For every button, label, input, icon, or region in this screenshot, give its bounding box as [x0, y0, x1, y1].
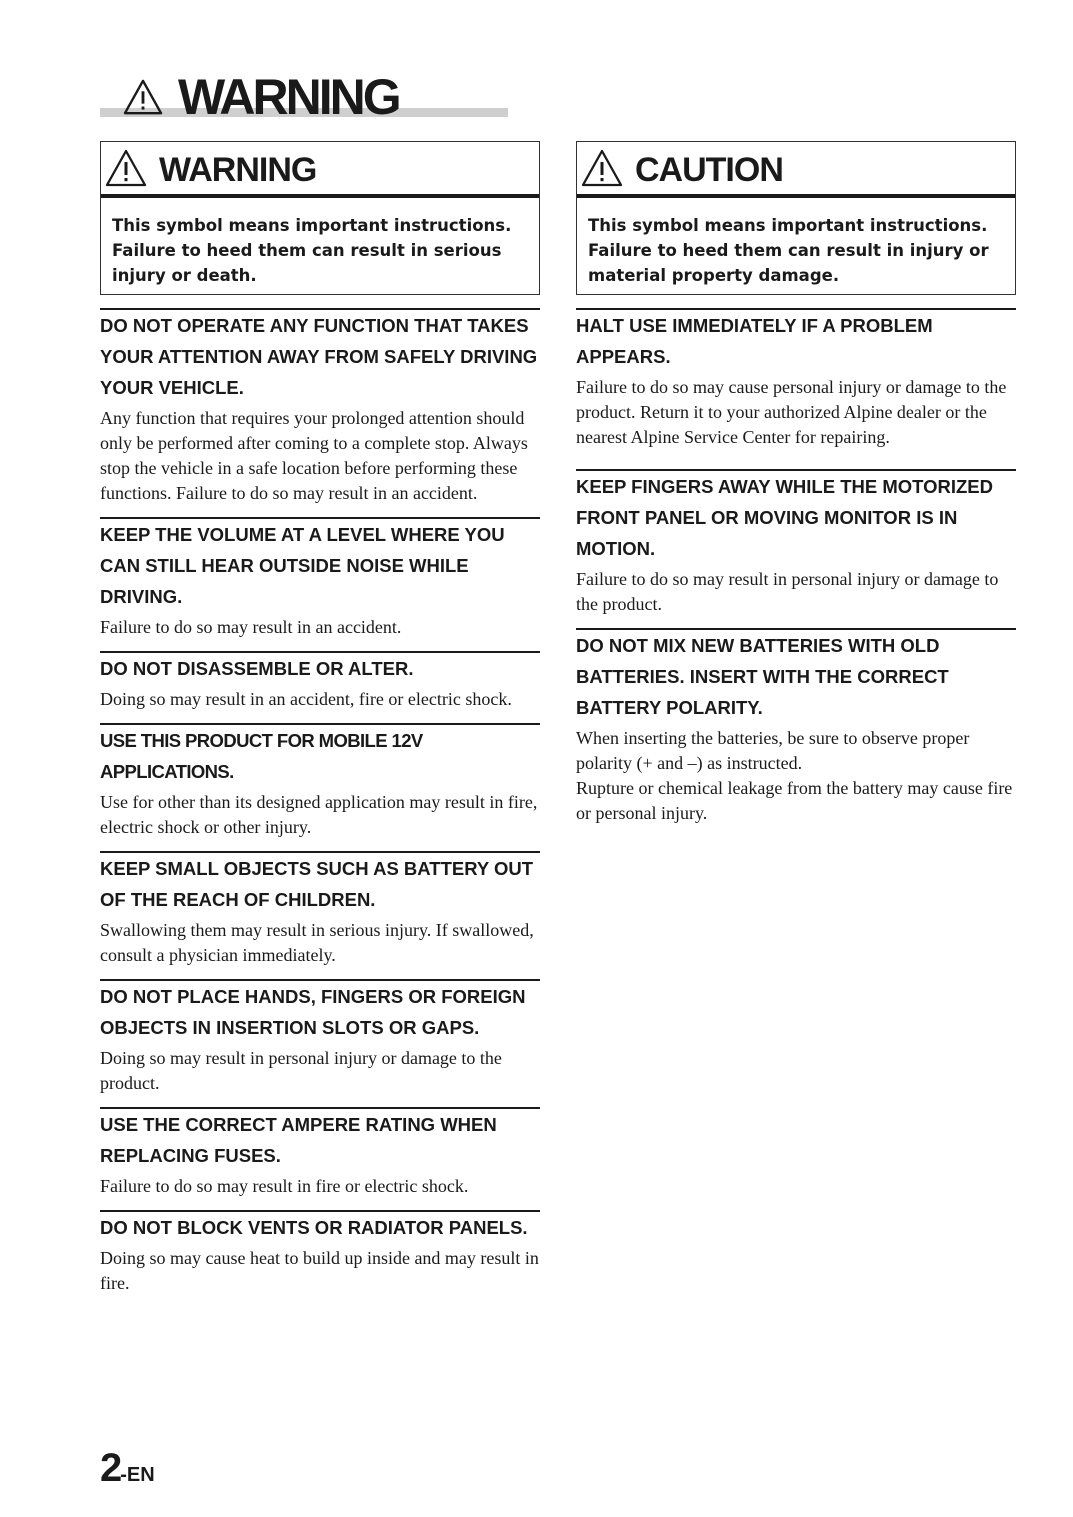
warning-item-body: Any function that requires your prolonged attention should only be performed after coming to a complete stop. Always stop the vehicle in a safe location before performing these functions. Failure to do so may result in an accident.: [100, 408, 528, 503]
warning-item-body: Doing so may cause heat to build up inside and may result in fire.: [100, 1248, 539, 1293]
caution-item-heading: HALT USE IMMEDIATELY IF A PROBLEM APPEARS.: [576, 315, 933, 367]
caution-item-heading: KEEP FINGERS AWAY WHILE THE MOTORIZED FRONT PANEL OR MOVING MONITOR IS IN MOTION.: [576, 476, 993, 559]
page-title: [100, 69, 508, 125]
caution-item: [576, 308, 1016, 450]
warning-item-heading: DO NOT DISASSEMBLE OR ALTER.: [100, 658, 414, 679]
warning-item-heading: KEEP THE VOLUME AT A LEVEL WHERE YOU CAN STILL HEAR OUTSIDE NOISE WHILE DRIVING.: [100, 524, 505, 607]
caution-triangle-icon: [580, 148, 624, 188]
caution-item-body: Failure to do so may result in personal injury or damage to the product.: [576, 569, 999, 614]
warning-item: [100, 1210, 540, 1296]
warning-item-body: Use for other than its designed application may result in fire, electric shock or other injury.: [100, 792, 538, 837]
warning-item: [100, 517, 540, 640]
warning-item-body: Doing so may result in personal injury or damage to the product.: [100, 1048, 502, 1093]
caution-item-heading: DO NOT MIX NEW BATTERIES WITH OLD BATTERIES. INSERT WITH THE CORRECT BATTERY POLARITY.: [576, 635, 949, 718]
caution-box-title: CAUTION: [635, 151, 783, 189]
warning-item-body: Failure to do so may result in fire or electric shock.: [100, 1176, 469, 1196]
warning-triangle-icon: [122, 78, 164, 116]
caution-item-body: When inserting the batteries, be sure to observe proper polarity (+ and –) as instructed.: [576, 728, 970, 773]
warning-triangle-icon: [104, 148, 148, 188]
warning-item: [100, 723, 540, 840]
warning-item: [100, 851, 540, 968]
warning-item-body: Doing so may result in an accident, fire or electric shock.: [100, 689, 512, 709]
warning-box-title: WARNING: [159, 151, 317, 189]
caution-item: [576, 469, 1016, 617]
warning-column: [100, 141, 540, 1296]
page-title-text: WARNING: [178, 69, 399, 125]
warning-item-heading: DO NOT BLOCK VENTS OR RADIATOR PANELS.: [100, 1217, 528, 1238]
warning-item-body: Swallowing them may result in serious injury. If swallowed, consult a physician immediately.: [100, 920, 534, 965]
warning-box-header: [101, 142, 539, 198]
warning-item: [100, 651, 540, 712]
warning-item-heading: DO NOT PLACE HANDS, FINGERS OR FOREIGN OBJECTS IN INSERTION SLOTS OR GAPS.: [100, 986, 526, 1038]
warning-item: [100, 308, 540, 506]
caution-box-header: [577, 142, 1015, 198]
warning-item-heading: USE THE CORRECT AMPERE RATING WHEN REPLACING FUSES.: [100, 1114, 497, 1166]
caution-column: [576, 141, 1016, 826]
warning-item: [100, 1107, 540, 1199]
caution-item-body: Failure to do so may cause personal injury or damage to the product. Return it to your authorized Alpine dealer or the nearest Alpine Service Center for repairing.: [576, 377, 1007, 447]
warning-item-heading: KEEP SMALL OBJECTS SUCH AS BATTERY OUT OF THE REACH OF CHILDREN.: [100, 858, 534, 910]
page-folio: [100, 1446, 155, 1490]
caution-box: [576, 141, 1016, 295]
warning-item-body: Failure to do so may result in an accident.: [100, 617, 402, 637]
warning-item-heading: USE THIS PRODUCT FOR MOBILE 12V APPLICATIONS.: [100, 730, 423, 782]
warning-item: [100, 979, 540, 1096]
warning-box-text: This symbol means important instructions. Failure to heed them can result in serious injury or death.: [112, 216, 512, 285]
caution-box-text: This symbol means important instructions. Failure to heed them can result in injury or material property damage.: [588, 216, 989, 285]
page-number: 2: [100, 1446, 121, 1490]
warning-item-heading: DO NOT OPERATE ANY FUNCTION THAT TAKES YOUR ATTENTION AWAY FROM SAFELY DRIVING YOUR VEHICLE.: [100, 315, 538, 398]
caution-item-body-extra: Rupture or chemical leakage from the battery may cause fire or personal injury.: [576, 778, 1013, 823]
warning-box: [100, 141, 540, 295]
page-language-suffix: -EN: [120, 1464, 155, 1486]
caution-item: [576, 628, 1016, 826]
